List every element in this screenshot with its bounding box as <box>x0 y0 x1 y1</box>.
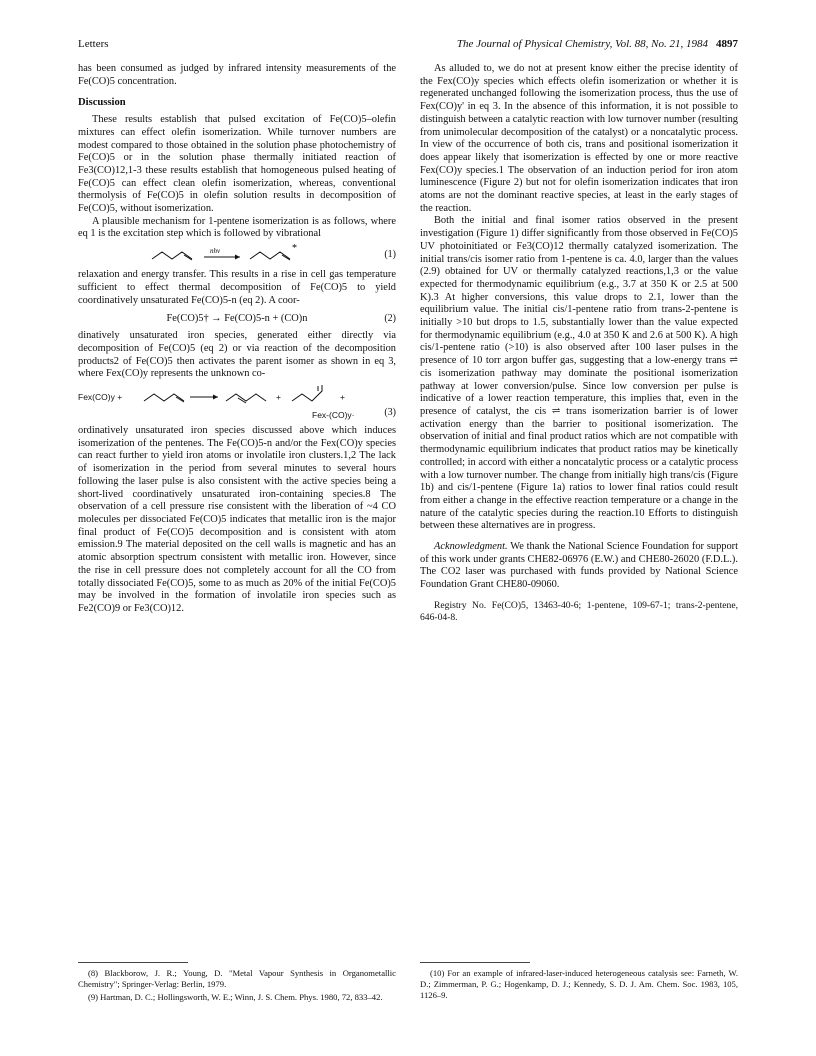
equation-3 <box>78 383 396 423</box>
footnote: (10) For an example of infrared-laser-induced heterogeneous catalysis see: Farneth, W. D.; Zimmerman, P. G.; Hogenkamp, D. J.; Kennedy, S. D. J. Am. Chem. Soc. 1983, 105, 1126–9. <box>420 968 738 1000</box>
equation-2-text: Fe(CO)5† → Fe(CO)5-n + (CO)n <box>166 313 308 325</box>
equation-1 <box>78 243 396 267</box>
footnote: (8) Blackborow, J. R.; Young, D. "Metal Vapour Synthesis in Organometallic Chemistry"; Springer-Verlag: Berlin, 1979. <box>78 968 396 989</box>
section-heading: Discussion <box>78 97 126 109</box>
paragraph: has been consumed as judged by infrared intensity measurements of the Fe(CO)5 concentration. <box>78 63 396 87</box>
paragraph: A plausible mechanism for 1-pentene isomerization is as follows, where eq 1 is the excitation step which is followed by vibrational <box>78 215 396 240</box>
equation-3-plus: + <box>340 392 345 403</box>
paragraph: relaxation and energy transfer. This results in a rise in cell gas temperature sufficient to effect thermal decomposition of Fe(CO)5 to yield coordinatively unsaturated Fe(CO)5-n (eq 2). A coor- <box>78 269 396 306</box>
equation-1-scheme <box>78 243 396 267</box>
footnotes-left <box>78 968 396 1005</box>
registry-label: Registry No. <box>434 599 487 611</box>
page-number: 4897 <box>716 38 738 50</box>
footnote: (9) Hartman, D. C.; Hollingsworth, W. E.; Winn, J. S. Chem. Phys. 1980, 72, 833–42. <box>88 992 383 1002</box>
paragraph: ordinatively unsaturated iron species discussed above which induces isomerization of the pentenes. The Fe(CO)5-n and/or the Fex(CO)y species can react further to yield iron atoms or involatile iron clusters.1,2 The lack of isomerization in the period from several minutes to several hours following the laser pulse is also consistent with the active species being a short-lived coordinatively unsaturated iron-containing species.8 The observation of a cell pressure rise consistent with the liberation of ~4 CO molecules per dissociated Fe(CO)5 indicates that metallic iron is the major final product of Fe(CO)5 decomposition and is consistent with atom emission.9 The material deposited on the cell walls is magnetic and has an atomic absorption spectrum consistent with metallic iron. However, since the rise in cell pressure does not completely account for all the CO from totally dissociated Fe(CO)5, some to as much as 20% of the initial Fe(CO)5 may be involved in the formation of involatile iron species such as Fe2(CO)9 or Fe3(CO)12. <box>78 425 396 614</box>
equation-number: (1) <box>384 249 396 261</box>
acknowledgment: Acknowledgment. We thank the National Science Foundation for support of this work under grants CHE82-06976 (E.W.) and CHE80-26020 (F.D.L.). The CO2 laser was purchased with funds provided by National Science Foundation Grant CHE80-09060. <box>420 541 738 591</box>
journal-citation: The Journal of Physical Chemistry, Vol. 88, No. 21, 1984 4897 <box>456 38 738 50</box>
equation-1-arrow-label: nhν <box>210 247 221 256</box>
equation-3-reactant: Fex(CO)y + <box>78 392 123 403</box>
equation-2 <box>78 310 396 328</box>
registry-numbers: Registry No. Fe(CO)5, 13463-40-6; 1-pentene, 109-67-1; trans-2-pentene, 646-04-8. <box>420 599 738 623</box>
paragraph: dinatively unsaturated iron species, generated either directly via decomposition of Fe(CO)5 (eq 2) or via reaction of the decomposition products2 of Fe(CO)5 then activates the parent isomer as shown in eq 3, where Fex(CO)y represents the unknown co- <box>78 330 396 380</box>
paragraph: Both the initial and final isomer ratios observed in the present investigation (Figure 1) differ significantly from those observed in Fe(CO)5 UV photoinitiated or Fe3(CO)12 thermally catalyzed isomerization. The initial trans/cis isomer ratio from 1-pentene is ca. 4.0, larger than the values (2.9) obtained for UV or thermally catalyzed reactions,1,3 or the value expected for thermodynamic equilibrium (e.g., 3.7 at 350 K or 2.5 at 500 K).3 At higher conversions, this value drops to 2.1, lower than the equilibrium value. The initial cis/1-pentene ratio from trans-2-pentene is initially >10 but drops to 1.5, substantially lower than the value expected for thermodynamic equilibrium (e.g., 4.0 at 350 K and 2.6 at 500 K). A high cis/1-pentene ratio (>10) is also observed after 100 laser pulses in the presence of 10 torr argon buffer gas, suggesting that a low-energy trans ⇌ cis isomerization pathway may dominate the positional isomerization pathway at lower conversion/pulse. Since low conversion per pulse is indicative of a lower reaction temperature, this implies that, even in the presence of catalyst, the cis ⇌ trans isomerization barrier is of lower activation energy than the barrier to positional isomerization. The observation of initial and final product ratios which are not compatible with thermodynamic equilibrium indicates that product ratios may be kinetically controlled; in accord with either a noncatalytic process or a catalytic process with a low turnover number. The change from initially high trans/cis (Figure 1b) and cis/1-pentene (Figure 1a) ratios to lower final ratios could result from either a change in the effective reaction temperature or a change in the nature of the catalytic species during the reaction.10 Efforts to distinguish between these alternatives are in progress. <box>420 215 738 532</box>
page-header <box>78 38 738 54</box>
acknowledgment-label: Acknowledgment. <box>434 541 508 553</box>
equation-3-product: Fex-(CO)y· <box>312 410 355 421</box>
svg-text:*: * <box>292 243 297 255</box>
equation-3-plus: + <box>276 392 281 403</box>
footnote-rule <box>78 962 188 963</box>
footnotes-right <box>420 968 738 1003</box>
left-column <box>78 63 396 616</box>
section-label: Letters <box>78 38 109 50</box>
paragraph: These results establish that pulsed excitation of Fe(CO)5–olefin mixtures can effect olefin isomerization. While turnover numbers are modest compared to those obtained in the solution phase photochemistry of Fe(CO)5 or in the solution phase thermally initiated reaction of Fe3(CO)12,1-3 these results establish that homogeneous pulsed heating of Fe(CO)5 can effect clean olefin isomerization, whereas, conventional thermolysis of Fe(CO)5 in olefin solution results in decomposition of Fe(CO)5, without isomerization. <box>78 114 396 215</box>
equation-number: (3) <box>384 407 396 419</box>
equation-number: (2) <box>384 313 396 325</box>
footnote-rule <box>420 962 530 963</box>
paragraph: As alluded to, we do not at present know either the precise identity of the Fex(CO)y species which effects olefin isomerization or whether it is regenerated unchanged following the isomerization process, thus the use of Fex(CO)y' in eq 3. In the absence of this information, it is not possible to distinguish between a catalytic reaction with low turnover number (resulting from unimolecular decomposition of the catalyst) or a noncatalytic process. In view of the occurrence of both cis, trans and positional isomerization it does appear likely that isomerization is effected by one or more reactive Fex(CO)y species.1 The observation of an induction period for iron atom luminescence (Figure 2) but not for olefin isomerization indicates that iron atoms are not the dominant reactive species, at least in the early stages of the reaction. <box>420 63 738 214</box>
right-column <box>420 63 738 624</box>
